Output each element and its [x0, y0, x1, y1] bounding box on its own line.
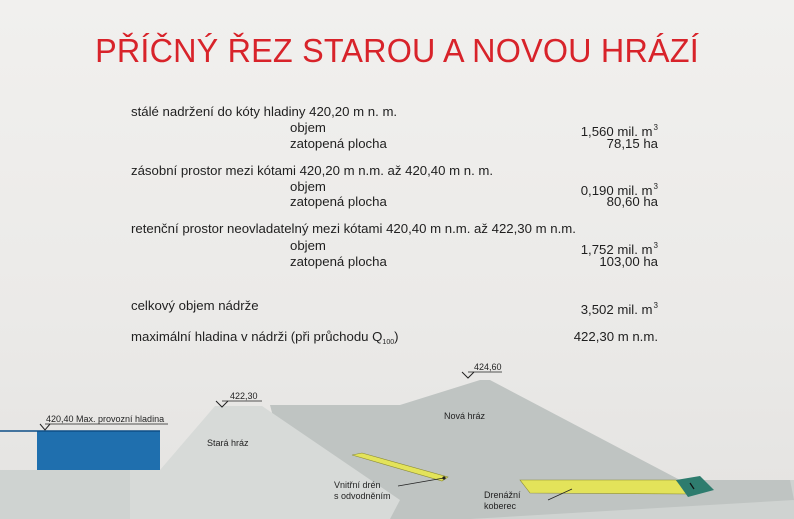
- drain-label-line1: Vnitřní drén: [334, 480, 381, 490]
- section-3-volume-value: 1,752 mil. $m^3$: [580, 241, 658, 257]
- old-dam-label: Stará hráz: [207, 438, 249, 448]
- section-3-volume-label: objem: [290, 238, 326, 253]
- section-3-area-label: zatopená plocha: [290, 254, 387, 269]
- new-crest-label: 424,60: [474, 362, 502, 372]
- carpet-label-line2: koberec: [484, 501, 517, 511]
- section-3-area-value: 103,00 ha: [599, 254, 658, 269]
- section-2-area-label: zatopená plocha: [290, 194, 387, 209]
- page-title: PŘÍČNÝ ŘEZ STAROU A NOVOU HRÁZÍ: [95, 32, 699, 69]
- water-level-label: 420,40 Max. provozní hladina: [46, 414, 165, 424]
- section-3-heading: retenční prostor neovladatelný mezi kótami 420,40 m n.m. až 422,30 m n.m.: [131, 221, 576, 236]
- section-2-area-value: 80,60 ha: [606, 194, 658, 209]
- total-volume-label: celkový objem nádrže: [131, 298, 259, 313]
- old-crest-label: 422,30: [230, 391, 258, 401]
- new-dam-label: Nová hráz: [444, 411, 486, 421]
- reservoir-water: [37, 431, 160, 470]
- carpet-label-line1: Drenážní: [484, 490, 521, 500]
- section-2-volume-label: objem: [290, 179, 326, 194]
- new-crest-marker: [462, 372, 474, 378]
- section-2-volume-value: 0,190 mil. $m^3$: [580, 182, 658, 198]
- water-level-marker: [40, 424, 50, 430]
- section-1-area-value: 78,15 ha: [606, 136, 658, 151]
- max-level-label: maximální hladina v nádrži (při průchodu $Q_{100}$): [131, 329, 399, 346]
- section-1-area-label: zatopená plocha: [290, 136, 387, 151]
- section-1-volume-label: objem: [290, 120, 326, 135]
- drainage-carpet: [520, 480, 688, 494]
- max-level-value: 422,30 m n.m.: [573, 329, 658, 344]
- drain-label-line2: s odvodněním: [334, 491, 391, 501]
- section-1-heading: stálé nadržení do kóty hladiny 420,20 m n. m.: [131, 104, 398, 119]
- total-volume-value: 3,502 mil. $m^3$: [580, 301, 658, 317]
- section-1-volume-value: 1,560 mil. $m^3$: [580, 123, 658, 139]
- section-2-heading: zásobní prostor mezi kótami 420,20 m n.m. až 420,40 m n. m.: [131, 163, 494, 178]
